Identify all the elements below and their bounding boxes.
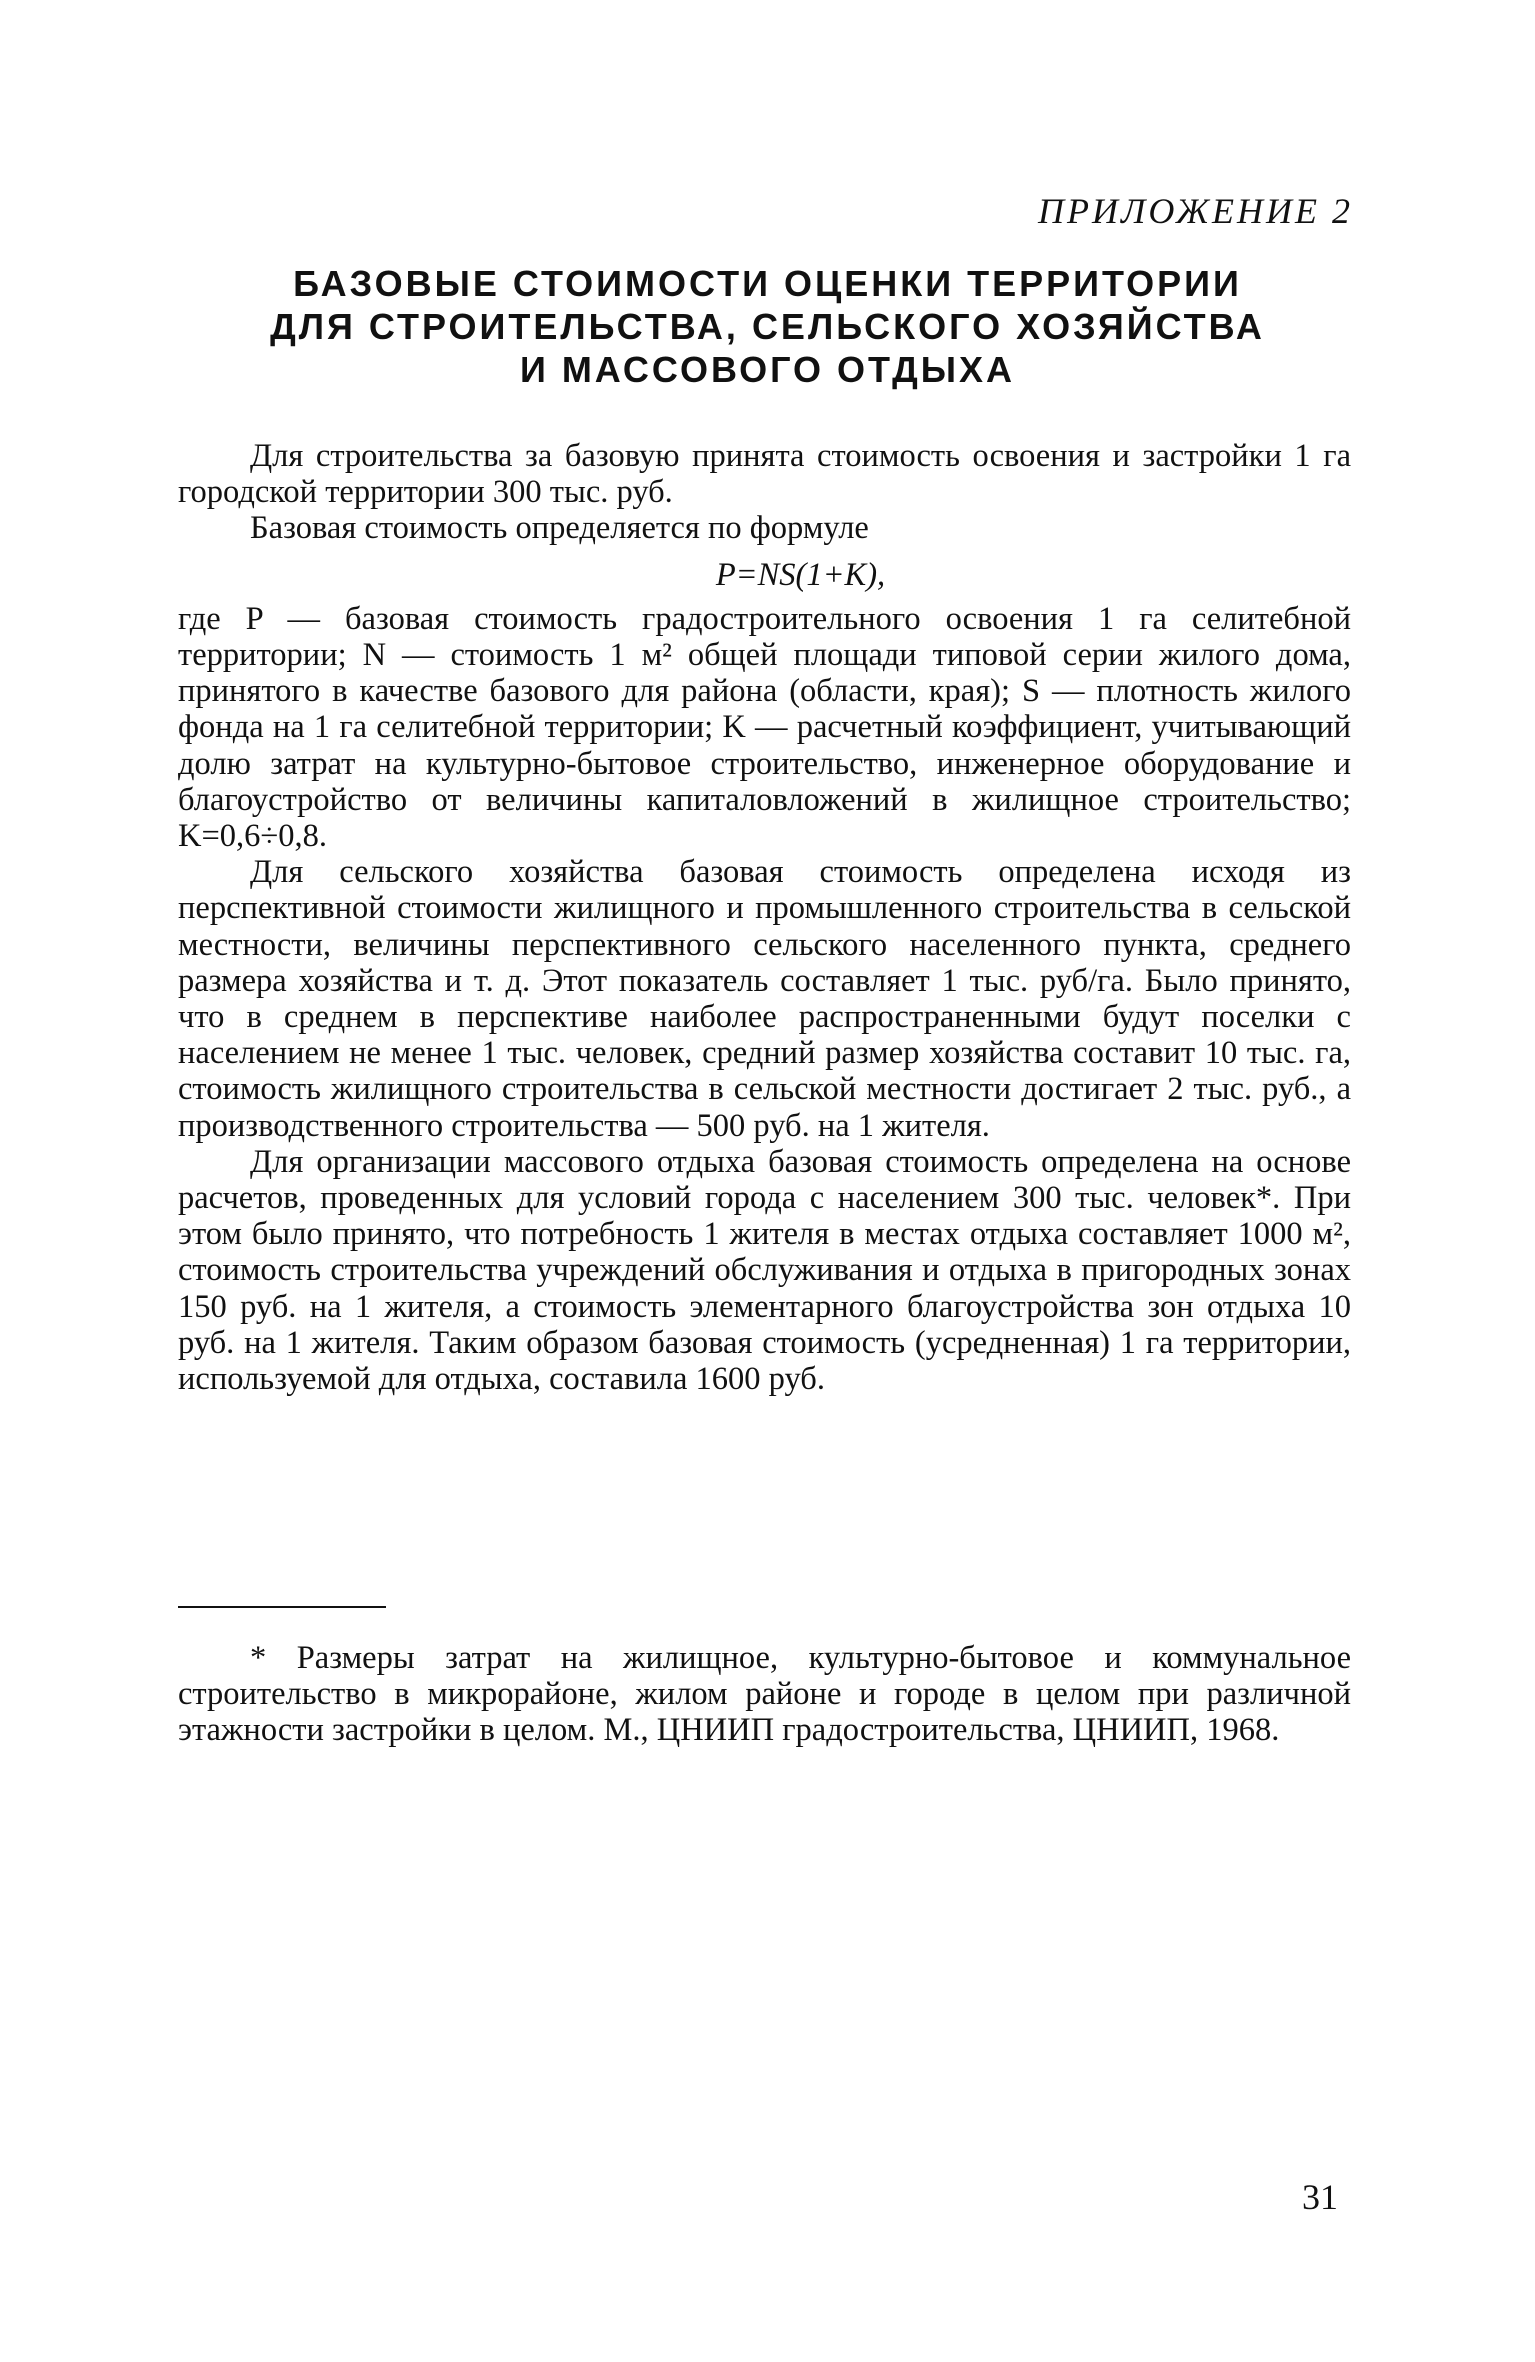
footnote-divider <box>178 1606 386 1608</box>
paragraph-formula-legend: где P — базовая стоимость градостроительного освоения 1 га селитебной территории; N — стоимость 1 м² общей площади типовой серии жилого дома, принятого в качестве базового для района (области, края); S — плотность жилого фонда на 1 га селитебной территории; K — расчетный коэффициент, учитывающий долю затрат на культурно-бытовое строительство, инженерное оборудование и благоустройство от величины капиталовложений в жилищное строительство; K=0,6÷0,8. <box>178 600 1351 855</box>
paragraph-agriculture: Для сельского хозяйства базовая стоимость определена исходя из перспективной стоимости жилищного и промышленного строительства в сельской местности, величины перспективного сельского населенного пункта, среднего размера хозяйства и т. д. Этот показатель составляет 1 тыс. руб/га. Было принято, что в среднем в перспективе наиболее распространенными будут поселки с населением не менее 1 тыс. человек, средний размер хозяйства составит 10 тыс. га, стоимость жилищного строительства в сельской местности достигает 2 тыс. руб., а производственного строительства — 500 руб. на 1 жителя. <box>178 854 1351 1144</box>
paragraph-construction-base: Для строительства за базовую принята стоимость освоения и застройки 1 га городской территории 300 тыс. руб. <box>178 438 1351 511</box>
paragraph-formula-intro: Базовая стоимость определяется по формуле <box>250 510 869 547</box>
formula: P=NS(1+K), <box>715 556 886 593</box>
appendix-label: ПРИЛОЖЕНИЕ 2 <box>1038 191 1353 231</box>
footnote: * Размеры затрат на жилищное, культурно-бытовое и коммунальное строительство в микрорайоне, жилом районе и городе в целом при различной этажности застройки в целом. М., ЦНИИП градостроительства, ЦНИИП, 1968. <box>178 1640 1351 1748</box>
title-line-3: И МАССОВОГО ОТДЫХА <box>519 349 1016 390</box>
title-line-2: ДЛЯ СТРОИТЕЛЬСТВА, СЕЛЬСКОГО ХОЗЯЙСТВА <box>270 306 1265 347</box>
page-title <box>180 262 1355 391</box>
title-line-1: БАЗОВЫЕ СТОИМОСТИ ОЦЕНКИ ТЕРРИТОРИИ <box>293 263 1242 304</box>
paragraph-mass-recreation: Для организации массового отдыха базовая стоимость определена на основе расчетов, проведенных для условий города с населением 300 тыс. человек*. При этом было принято, что потребность 1 жителя в местах отдыха составляет 1000 м², стоимость строительства учреждений обслуживания и отдыха в пригородных зонах 150 руб. на 1 жителя, а стоимость элементарного благоустройства зон отдыха 10 руб. на 1 жителя. Таким образом базовая стоимость (усредненная) 1 га территории, используемой для отдыха, составила 1600 руб. <box>178 1143 1351 1398</box>
page-number: 31 <box>1302 2177 1338 2217</box>
body-text <box>178 438 1351 1397</box>
